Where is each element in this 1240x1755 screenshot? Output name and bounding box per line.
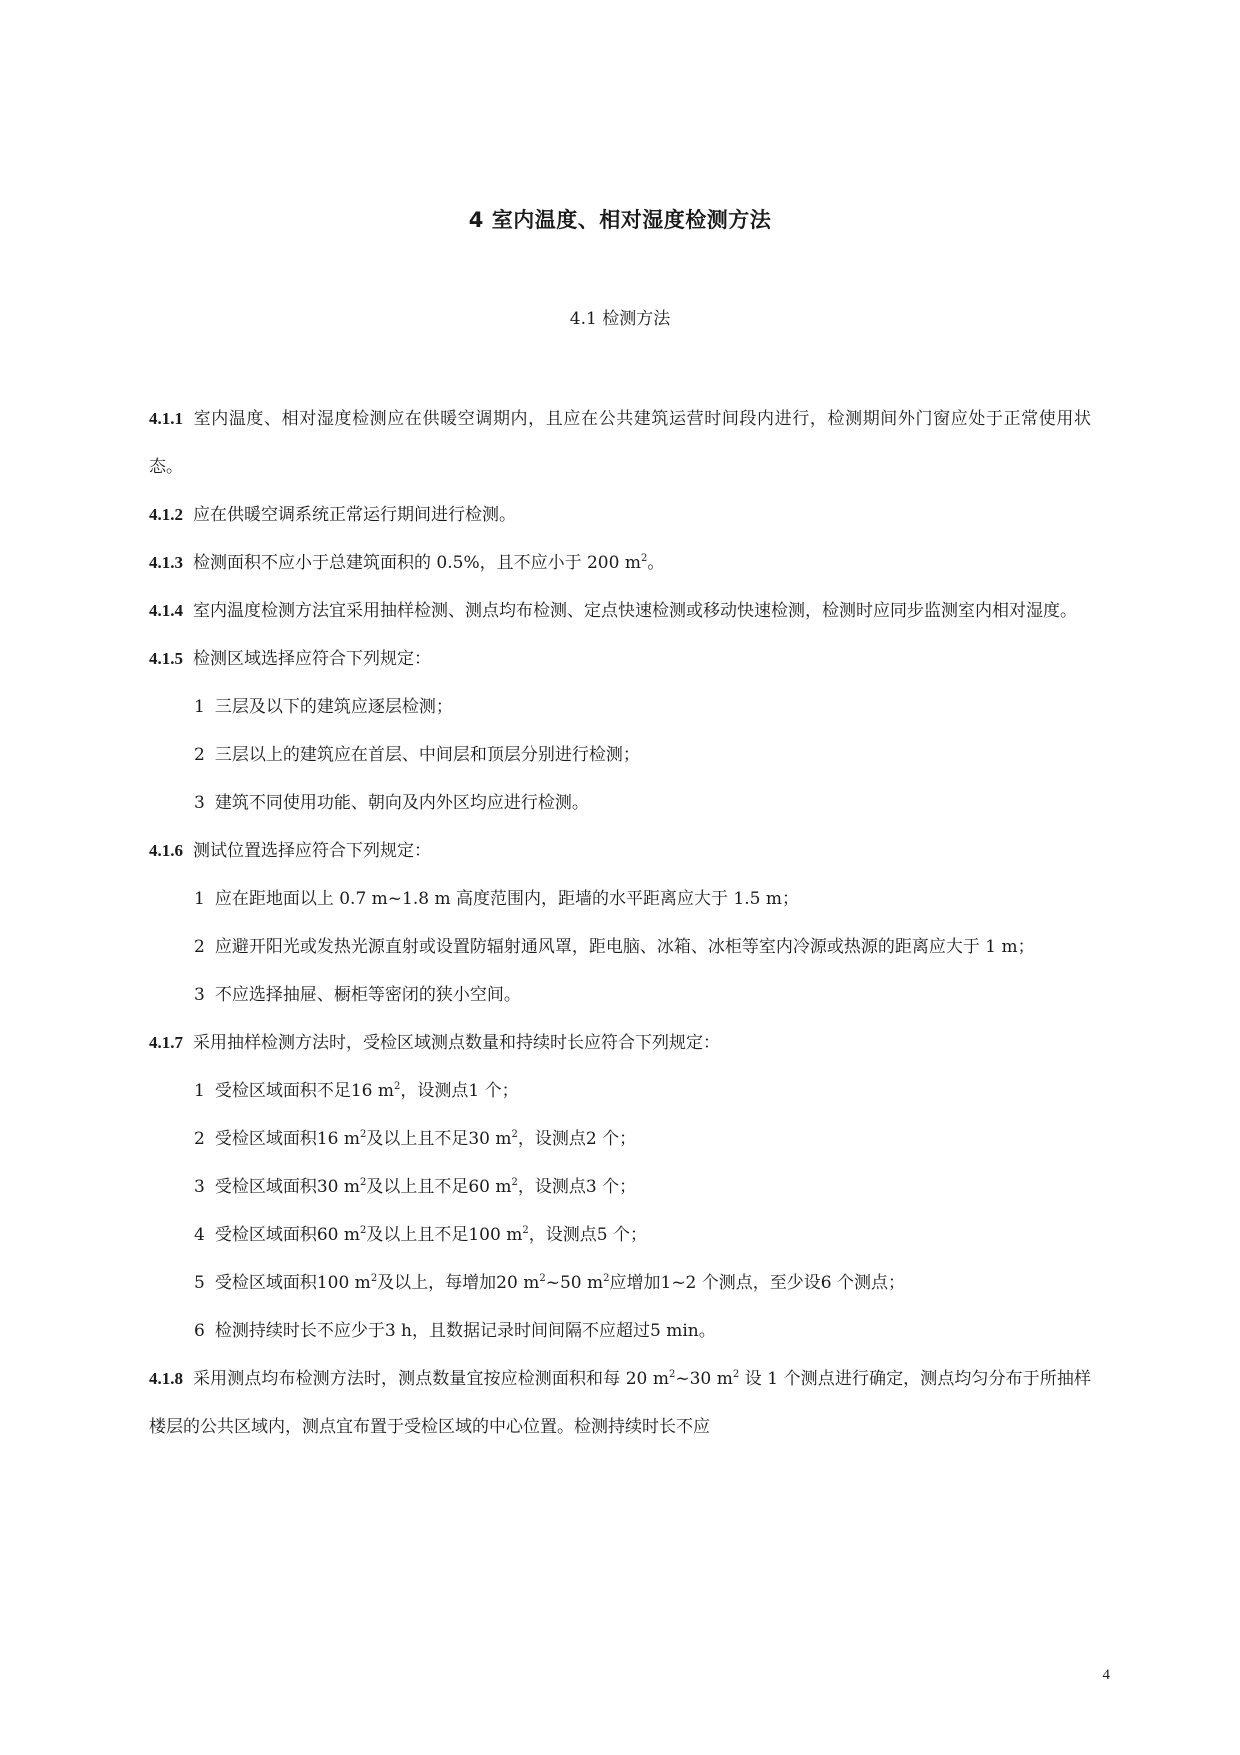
- chapter-title: 4 室内温度、相对湿度检测方法: [468, 208, 772, 232]
- superscript: 2: [370, 1273, 378, 1284]
- superscript: 2: [511, 1129, 518, 1140]
- superscript: 2: [359, 1225, 367, 1236]
- clause-text: 测试位置选择应符合下列规定：: [193, 841, 431, 861]
- clause-number: 4.1.4: [149, 601, 183, 620]
- superscript: 2: [603, 1273, 610, 1284]
- clause-number: 4.1.1: [149, 409, 183, 428]
- list-item: [149, 683, 1091, 731]
- clause-4-1-8: [149, 1355, 1091, 1451]
- list-item: [149, 731, 1091, 779]
- item-text: 及以上且不足60 m: [366, 1177, 512, 1197]
- clause-4-1-5: [149, 635, 1091, 683]
- superscript: 2: [732, 1369, 740, 1380]
- item-text: 受检区域面积30 m: [214, 1177, 360, 1197]
- item-number: 2: [194, 937, 205, 957]
- item-text: 应在距地面以上 0.7 m~1.8 m 高度范围内，距墙的水平距离应大于 1.5 m；: [214, 889, 799, 909]
- page-number: 4: [1102, 1667, 1110, 1683]
- item-number: 5: [194, 1273, 205, 1293]
- clause-4-1-6: [149, 827, 1091, 875]
- superscript: 2: [359, 1177, 367, 1188]
- item-text: ，设测点1 个；: [400, 1081, 519, 1101]
- item-text: 三层以上的建筑应在首层、中间层和顶层分别进行检测；: [214, 745, 640, 765]
- clause-text: 室内温度、相对湿度检测应在供暖空调期内，且应在公共建筑运营时间段内进行，检测期间外门窗应处于正常使用状态。: [149, 409, 1091, 477]
- clause-number: 4.1.5: [149, 649, 183, 668]
- clause-number: 4.1.7: [149, 1033, 183, 1052]
- clause-number: 4.1.6: [149, 841, 183, 860]
- clause-4-1-4: [149, 587, 1091, 635]
- clause-number: 4.1.2: [149, 505, 183, 524]
- superscript: 2: [668, 1369, 676, 1380]
- item-number: 3: [194, 793, 205, 813]
- clause-number: 4.1.8: [149, 1369, 183, 1388]
- clause-text: 应在供暖空调系统正常运行期间进行检测。: [193, 505, 516, 525]
- item-text: 及以上且不足100 m: [366, 1225, 523, 1245]
- clause-text: 。: [647, 553, 665, 573]
- item-number: 1: [194, 1081, 205, 1101]
- superscript: 2: [539, 1273, 546, 1284]
- item-text: ~50 m: [545, 1273, 604, 1293]
- clause-text: 采用抽样检测方法时，受检区域测点数量和持续时长应符合下列规定：: [193, 1033, 720, 1053]
- item-text: ，设测点5 个；: [528, 1225, 647, 1245]
- item-number: 6: [194, 1321, 205, 1341]
- clause-text: 室内温度检测方法宜采用抽样检测、测点均布检测、定点快速检测或移动快速检测，检测时应同步监测室内相对湿度。: [193, 601, 1077, 621]
- superscript: 2: [640, 553, 648, 564]
- item-text: 三层及以下的建筑应逐层检测；: [214, 697, 453, 717]
- item-text: 检测持续时长不应少于3 h，且数据记录时间间隔不应超过5 min。: [214, 1321, 716, 1341]
- item-text: 不应选择抽屉、橱柜等密闭的狭小空间。: [214, 985, 521, 1005]
- list-item: [149, 1163, 1091, 1211]
- item-number: 3: [194, 1177, 205, 1197]
- item-number: 1: [194, 889, 205, 909]
- superscript: 2: [522, 1225, 529, 1236]
- clause-text: ~30 m: [675, 1369, 733, 1389]
- list-item: [149, 1259, 1091, 1307]
- list-item: [149, 779, 1091, 827]
- list-item: [149, 1307, 1091, 1355]
- section-title: 4.1 检测方法: [569, 309, 671, 329]
- superscript: 2: [359, 1129, 367, 1140]
- clause-4-1-2: [149, 491, 1091, 539]
- item-text: 受检区域面积60 m: [214, 1225, 360, 1245]
- item-text: ，设测点3 个；: [517, 1177, 637, 1197]
- item-text: 受检区域面积16 m: [214, 1129, 360, 1149]
- item-text: 应增加1~2 个测点，至少设6 个测点；: [609, 1273, 905, 1293]
- item-text: 及以上且不足30 m: [366, 1129, 512, 1149]
- body-text: [149, 395, 1091, 1451]
- item-number: 3: [194, 985, 205, 1005]
- clause-text: 采用测点均布检测方法时，测点数量宜按应检测面积和每 20 m: [193, 1369, 669, 1389]
- clause-4-1-3: [149, 539, 1091, 587]
- item-text: 受检区域面积不足16 m: [214, 1081, 394, 1101]
- list-item: [149, 875, 1091, 923]
- item-text: 及以上，每增加20 m: [377, 1273, 540, 1293]
- item-number: 2: [194, 745, 205, 765]
- list-item: [149, 1067, 1091, 1115]
- item-text: 建筑不同使用功能、朝向及内外区均应进行检测。: [214, 793, 589, 813]
- list-item: [149, 1211, 1091, 1259]
- item-number: 1: [194, 697, 205, 717]
- item-text: ，设测点2 个；: [517, 1129, 637, 1149]
- item-text: 受检区域面积100 m: [214, 1273, 371, 1293]
- clause-4-1-7: [149, 1019, 1091, 1067]
- item-text: 应避开阳光或发热光源直射或设置防辐射通风罩，距电脑、冰箱、冰柜等室内冷源或热源的距离应大于 1 m；: [214, 937, 1035, 957]
- superscript: 2: [393, 1081, 401, 1092]
- item-number: 4: [194, 1225, 205, 1245]
- list-item: [149, 971, 1091, 1019]
- clause-text: 检测面积不应小于总建筑面积的 0.5%，且不应小于 200 m: [193, 553, 641, 573]
- item-number: 2: [194, 1129, 205, 1149]
- clause-number: 4.1.3: [149, 553, 183, 572]
- clause-4-1-1: [149, 395, 1091, 491]
- clause-text: 设 1 个测点进行确定，测点均匀分布于所抽样楼层的公共区域内，测点宜布置于受检区域的中心位置。检测持续时长不应: [149, 1369, 1092, 1437]
- superscript: 2: [511, 1177, 518, 1188]
- clause-text: 检测区域选择应符合下列规定：: [193, 649, 431, 669]
- list-item: [149, 923, 1091, 971]
- list-item: [149, 1115, 1091, 1163]
